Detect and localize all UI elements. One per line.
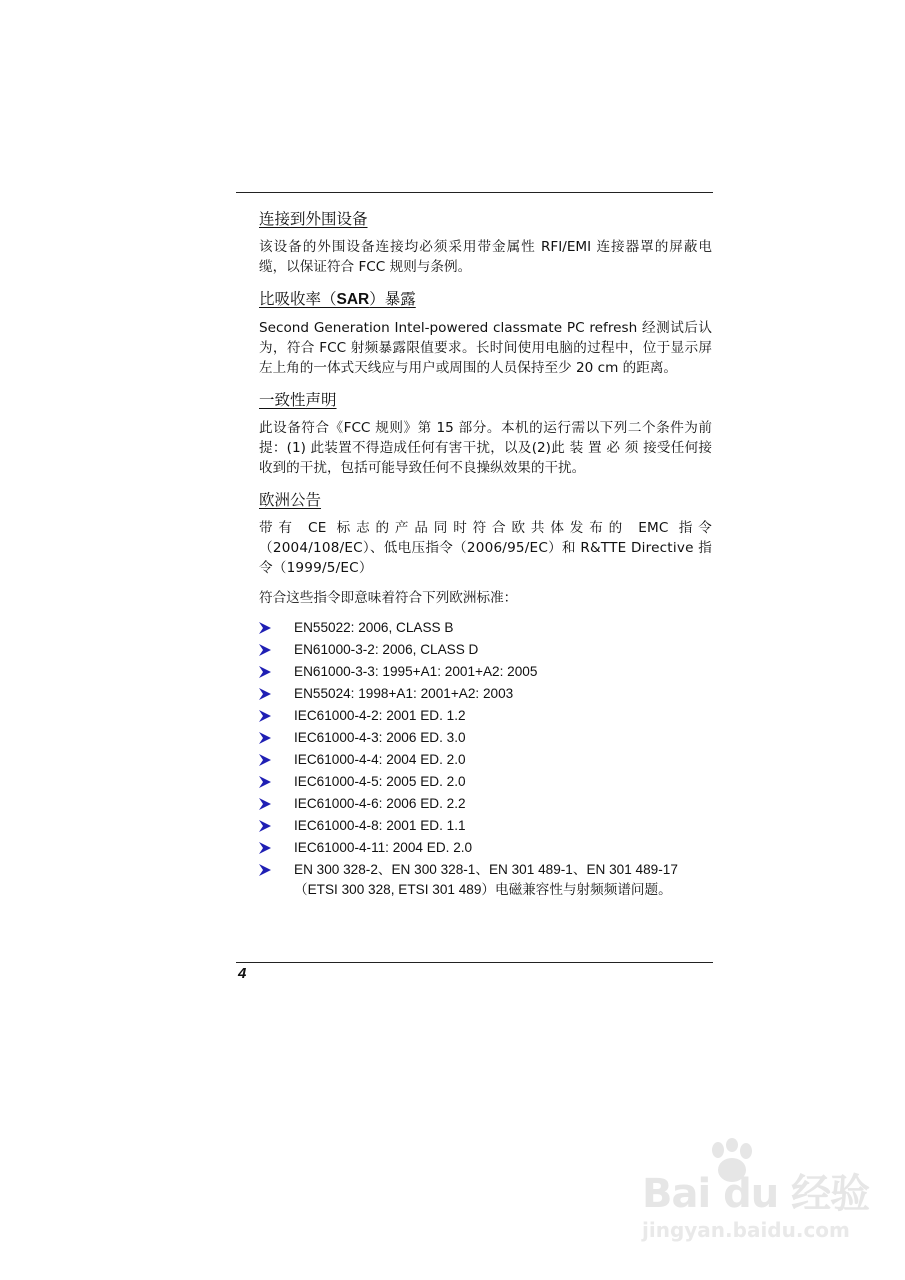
section-conformity — [259, 388, 712, 478]
section-paragraph: 此设备符合《FCC 规则》第 15 部分。本机的运行需以下列二个条件为前提：(1) 此装置不得造成任何有害干扰，以及(2)此 装 置 必 须 接受任何接收到的干扰，包括可能导致任何不良操纵效果的干扰。 — [259, 420, 712, 476]
list-item-text: EN55022: 2006, CLASS B — [294, 620, 454, 635]
standards-list — [259, 618, 712, 900]
page-number: 4 — [238, 965, 247, 982]
section-heading: 连接到外围设备 — [259, 210, 368, 228]
section-peripherals — [259, 207, 712, 277]
list-item — [259, 684, 712, 704]
list-item — [259, 662, 712, 682]
list-item-text: IEC61000-4-8: 2001 ED. 1.1 — [294, 818, 466, 833]
section-paragraph: Second Generation Intel-powered classmate PC refresh 经测试后认为，符合 FCC 射频暴露限值要求。长时间使用电脑的过程中，位于显示屏左上角的一体式天线应与用户或周围的人员保持至少 20 cm 的距离。 — [259, 320, 712, 376]
arrowhead-bullet-icon — [259, 776, 271, 788]
list-item-text: IEC61000-4-2: 2001 ED. 1.2 — [294, 708, 466, 723]
arrowhead-bullet-icon — [259, 644, 271, 656]
list-item-text: IEC61000-4-6: 2006 ED. 2.2 — [294, 796, 466, 811]
section-heading: 一致性声明 — [259, 391, 337, 409]
section-paragraph: 带有 CE 标志的产品同时符合欧共体发布的 EMC 指令（2004/108/EC）、低电压指令（2006/95/EC）和 R&TTE Directive 指令（1999/5/EC） — [259, 520, 712, 576]
baidu-watermark — [642, 1138, 872, 1258]
list-item — [259, 860, 712, 900]
section-europe — [259, 488, 712, 900]
heading-prefix: 比吸收率（ — [259, 290, 337, 308]
watermark-brand: Bai du 经验 — [642, 1171, 870, 1217]
arrowhead-bullet-icon — [259, 754, 271, 766]
list-item — [259, 838, 712, 858]
section-sar — [259, 287, 712, 378]
list-item — [259, 618, 712, 638]
header-rule — [236, 192, 713, 193]
watermark-site: jingyan.baidu.com — [642, 1218, 850, 1242]
list-item — [259, 750, 712, 770]
list-item — [259, 706, 712, 726]
section-paragraph: 该设备的外围设备连接均必须采用带金属性 RFI/EMI 连接器罩的屏蔽电缆，以保证符合 FCC 规则与条例。 — [259, 239, 712, 275]
list-item-text: EN61000-3-3: 1995+A1: 2001+A2: 2005 — [294, 664, 538, 679]
heading-suffix: ）暴露 — [369, 290, 416, 308]
list-item-text: IEC61000-4-11: 2004 ED. 2.0 — [294, 840, 473, 855]
list-item-text: EN 300 328-2、EN 300 328-1、EN 301 489-1、EN 301 489-17 （ETSI 300 328, ETSI 301 489）电磁兼容性与射频频谱问题。 — [294, 862, 678, 897]
list-item — [259, 728, 712, 748]
list-item-text: EN55024: 1998+A1: 2001+A2: 2003 — [294, 686, 514, 701]
arrowhead-bullet-icon — [259, 732, 271, 744]
arrowhead-bullet-icon — [259, 820, 271, 832]
page-content — [259, 207, 712, 902]
list-item-text: IEC61000-4-3: 2006 ED. 3.0 — [294, 730, 466, 745]
section-heading — [259, 287, 712, 312]
footer-rule — [236, 962, 713, 963]
list-item — [259, 772, 712, 792]
list-item-text: IEC61000-4-5: 2005 ED. 2.0 — [294, 774, 466, 789]
arrowhead-bullet-icon — [259, 710, 271, 722]
section-paragraph: 符合这些指令即意味着符合下列欧洲标准： — [259, 590, 518, 606]
arrowhead-bullet-icon — [259, 798, 271, 810]
list-item-text: IEC61000-4-4: 2004 ED. 2.0 — [294, 752, 466, 767]
arrowhead-bullet-icon — [259, 622, 271, 634]
section-heading: 欧洲公告 — [259, 491, 322, 509]
arrowhead-bullet-icon — [259, 842, 271, 854]
list-item — [259, 794, 712, 814]
arrowhead-bullet-icon — [259, 864, 271, 876]
heading-sar: SAR — [336, 291, 370, 308]
list-item — [259, 816, 712, 836]
list-item-text: EN61000-3-2: 2006, CLASS D — [294, 642, 479, 657]
arrowhead-bullet-icon — [259, 688, 271, 700]
list-item — [259, 640, 712, 660]
arrowhead-bullet-icon — [259, 666, 271, 678]
